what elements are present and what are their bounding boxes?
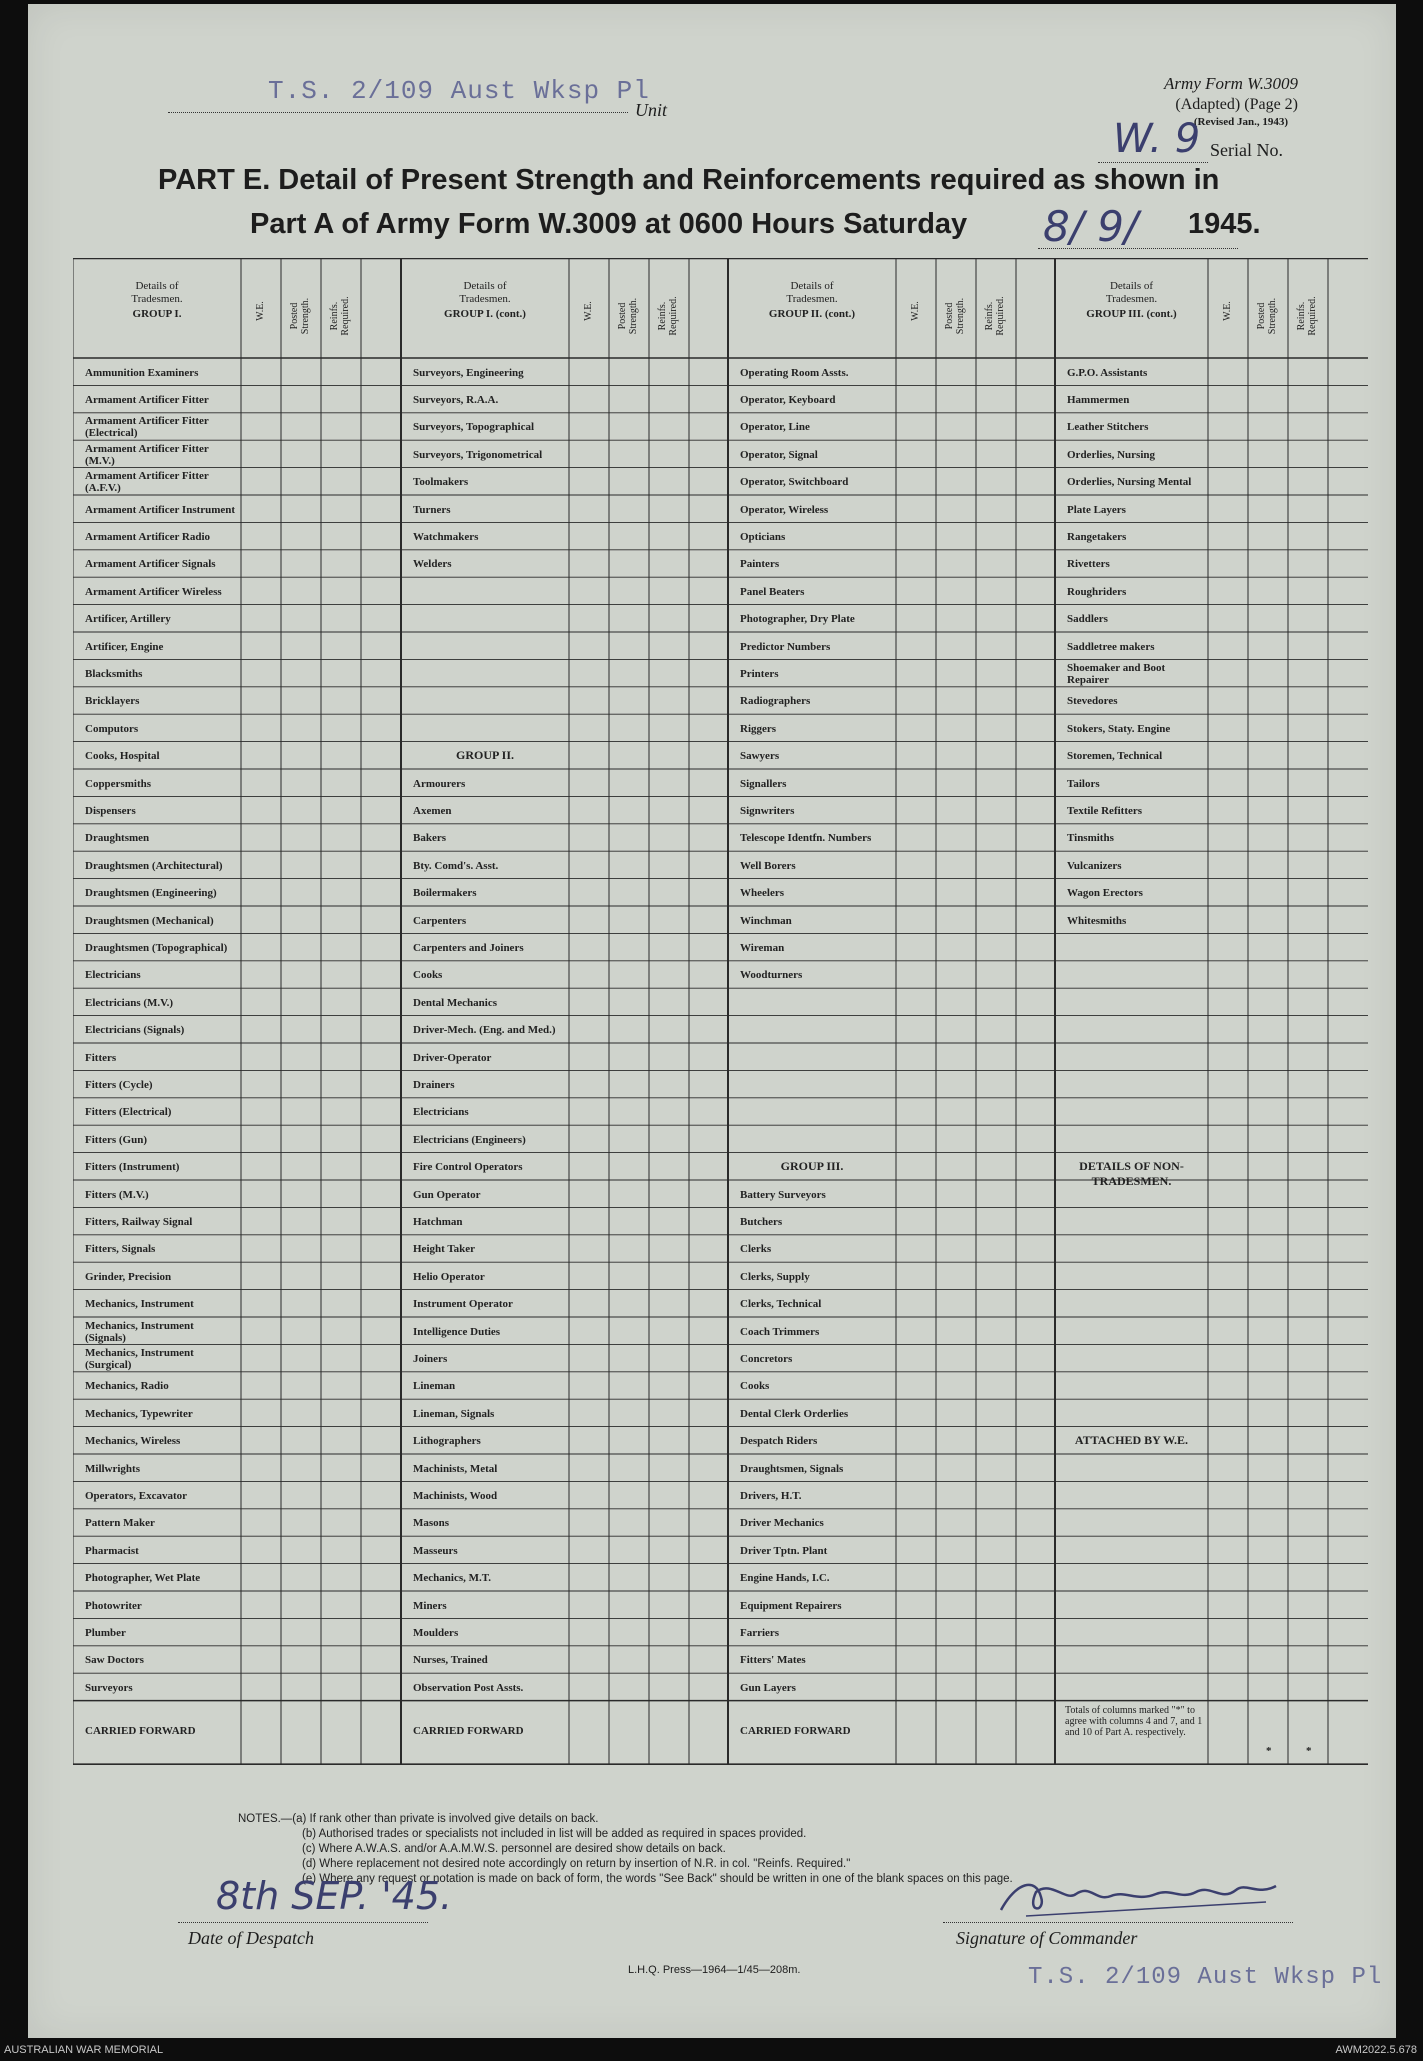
details-label: Details of Tradesmen. [786,280,838,305]
trade-label: Armourers [413,777,466,790]
trade-label: Draughtsmen (Topographical) [85,942,228,955]
details-header [401,280,569,321]
trade-label: Whitesmiths [1067,914,1127,927]
trade-label: Operator, Keyboard [740,394,836,407]
trade-label: Drainers [413,1079,455,1092]
trade-label: Draughtsmen (Mechanical) [85,914,214,927]
group-header: GROUP II. (cont.) [768,308,856,320]
trade-label: Driver Tptn. Plant [740,1544,828,1557]
trade-label: Nurses, Trained [413,1654,488,1667]
trade-label: Fitters, Signals [85,1243,156,1256]
trade-label: Tinsmiths [1067,832,1114,845]
signature-line [943,1922,1293,1923]
trade-label: Armament Artificer Radio [85,531,211,544]
trade-label: Stokers, Staty. Engine [1067,722,1171,735]
trade-label: Armament Artificer Instrument [85,503,236,516]
trade-label: Height Taker [413,1243,476,1256]
trade-label: Operators, Excavator [85,1490,188,1503]
trade-label: Surveyors, Engineering [413,366,524,379]
note-c: (c) Where A.W.A.S. and/or A.A.M.W.S. personnel are desired show details on back. [302,1843,726,1855]
trade-label: Driver-Mech. (Eng. and Med.) [413,1024,556,1037]
trade-label: Observation Post Assts. [413,1681,524,1694]
trade-label: Draughtsmen, Signals [740,1462,844,1475]
trade-label: Welders [413,558,452,571]
archive-credit: AUSTRALIAN WAR MEMORIAL [4,2044,164,2056]
despatch-line [178,1922,428,1923]
trade-label: Turners [413,503,451,516]
trade-label: Armament Artificer Signals [85,558,216,571]
trade-label: Hatchman [413,1216,463,1229]
totals-note: Totals of columns marked "*" to agree with columns 4 and 7, and 1 and 10 of Part A. respectively. [1065,1704,1203,1738]
trade-label: Vulcanizers [1067,859,1122,872]
trade-label: Watchmakers [413,531,479,544]
press-imprint: L.H.Q. Press—1964—1/45—208m. [628,1964,801,1976]
trade-label: Shoemaker and Boot Repairer [1067,662,1166,687]
form-adapted: (Adapted) (Page 2) [1175,96,1298,113]
trade-label: Wireman [740,942,785,955]
trade-label: Surveyors, R.A.A. [413,394,499,407]
trade-label: Driver Mechanics [740,1517,824,1530]
trade-label: Machinists, Metal [413,1462,498,1475]
trade-label: Photographer, Dry Plate [740,613,855,626]
page-title-line2: Part A of Army Form W.3009 at 0600 Hours Saturday [250,208,968,240]
trade-label: Cooks [413,969,443,982]
trade-label: Fitters, Railway Signal [85,1216,193,1229]
trade-label: Stevedores [1067,695,1118,708]
trade-label: Battery Surveyors [740,1188,826,1201]
trade-label: Engine Hands, I.C. [740,1572,830,1585]
trade-label: Helio Operator [413,1270,485,1283]
trade-label: Pharmacist [85,1544,139,1557]
reinfs-required-header: Reinfs. Required. [657,296,679,336]
unit-stamp: T.S. 2/109 Aust Wksp Pl [268,76,650,106]
note-b: (b) Authorised trades or specialists not included in list will be added as required in spaces provided. [302,1828,807,1840]
trade-label: Armament Artificer Wireless [85,585,222,598]
trade-label: Winchman [740,914,792,927]
trade-label: Storemen, Technical [1067,750,1163,763]
asterisk-mark: * [1266,1744,1272,1757]
trade-label: Rangetakers [1067,531,1127,544]
details-label: Details of Tradesmen. [459,280,511,305]
trade-label: Mechanics, Radio [85,1380,169,1393]
trade-label: Surveyors, Topographical [413,421,535,434]
signature-label: Signature of Commander [956,1928,1138,1948]
trade-label: Lineman, Signals [413,1407,495,1420]
trade-label: Concretors [740,1353,793,1366]
trade-label: Wagon Erectors [1067,887,1143,900]
trade-label: Driver-Operator [413,1051,492,1064]
trade-label: Wheelers [740,887,784,900]
trade-label: Bricklayers [85,695,140,708]
date-handwritten: 8/ 9/ [1043,202,1139,251]
trade-label: Fitters (M.V.) [85,1188,149,1201]
asterisk-mark: * [1306,1744,1312,1757]
trade-label: Clerks, Supply [740,1270,810,1283]
trade-label: Fitters (Electrical) [85,1106,172,1119]
archive-id: AWM2022.5.678 [1335,2044,1417,2056]
trade-label: Intelligence Duties [413,1325,501,1338]
trade-label: Printers [740,668,779,681]
trade-label: Pattern Maker [85,1517,155,1530]
trade-label: Gun Layers [740,1681,796,1694]
note-d: (d) Where replacement not desired note accordingly on return by insertion of N.R. in col. "Reinfs. Required." [302,1858,851,1870]
trade-label: Dental Mechanics [413,996,498,1009]
trade-label: Blacksmiths [85,668,143,681]
group-title: DETAILS OF NON-TRADESMEN. [1079,1158,1184,1188]
serial-line [1098,162,1208,163]
group-title: GROUP II. [455,747,514,762]
trade-label: Gun Operator [413,1188,481,1201]
archive-footer [0,2040,1423,2061]
trade-label: Operator, Line [740,421,810,434]
trade-label: Saw Doctors [85,1654,144,1667]
posted-strength-header: Posted Strength. [289,297,311,335]
commander-signature [996,1872,1286,1927]
trade-label: Photowriter [85,1599,142,1612]
trade-label: Panel Beaters [740,585,805,598]
trade-label: Fitters (Cycle) [85,1079,153,1092]
date-year: 1945. [1188,208,1261,240]
trade-label: Clerks, Technical [740,1298,822,1311]
trade-label: Electricians (M.V.) [85,996,174,1009]
trade-label: Operator, Wireless [740,503,829,516]
we-header: W.E. [255,301,266,321]
trade-label: Mechanics, Typewriter [85,1407,193,1420]
we-header: W.E. [583,301,594,321]
details-header [1055,280,1208,321]
trade-label: Mechanics, Instrument [85,1298,194,1311]
note-e: (e) Where any request or notation is made on back of form, the words "See Back" should be written in one of the blank spaces on this page. [302,1873,1013,1885]
trade-label: Drivers, H.T. [740,1490,802,1503]
trade-label: Artificer, Engine [85,640,164,653]
trade-label: Fitters (Instrument) [85,1161,180,1174]
trade-label: Surveyors, Trigonometrical [413,448,543,461]
trade-label: Roughriders [1067,585,1127,598]
reinfs-required-header: Reinfs. Required. [984,296,1006,336]
trade-label: Fitters [85,1051,117,1064]
trade-label: Signallers [740,777,787,790]
details-label: Details of Tradesmen. [131,280,183,305]
trade-label: Armament Artificer Fitter (Electrical) [85,415,209,440]
trade-label: Cooks [740,1380,770,1393]
page-title-line1: PART E. Detail of Present Strength and Reinforcements required as shown in [158,164,1220,196]
group-title: GROUP III. [780,1158,844,1173]
trade-label: Clerks [740,1243,772,1256]
trade-label: Electricians [85,969,141,982]
trade-label: Despatch Riders [740,1435,818,1448]
trade-label: Coach Trimmers [740,1325,820,1338]
trade-label: Bty. Comd's. Asst. [413,859,499,872]
trade-label: Electricians (Signals) [85,1024,185,1037]
trade-label: Woodturners [740,969,803,982]
trade-label: Saddletree makers [1067,640,1155,653]
trade-label: Millwrights [85,1462,140,1475]
unit-line [168,112,628,113]
trade-label: Electricians [413,1106,469,1119]
we-header: W.E. [1222,301,1233,321]
trade-label: Mechanics, Instrument (Signals) [85,1319,194,1344]
note-a: NOTES.—(a) If rank other than private is involved give details on back. [238,1813,599,1825]
trade-label: Axemen [413,805,452,818]
trade-label: Sawyers [740,750,780,763]
date-line [1038,248,1238,249]
carried-forward-label: CARRIED FORWARD [413,1724,524,1737]
trade-label: Mechanics, Instrument (Surgical) [85,1347,194,1372]
trade-label: Orderlies, Nursing Mental [1067,476,1192,489]
form-revised: (Revised Jan., 1943) [1193,116,1288,128]
serial-label: Serial No. [1210,140,1283,160]
trade-label: Grinder, Precision [85,1270,172,1283]
trade-label: Moulders [413,1627,459,1640]
trade-label: Fitters (Gun) [85,1133,148,1146]
trade-label: Leather Stitchers [1067,421,1149,434]
trade-label: Draughtsmen (Engineering) [85,887,217,900]
trade-label: Well Borers [740,859,796,872]
group-header: GROUP III. (cont.) [1086,308,1177,320]
trade-label: Radiographers [740,695,811,708]
trade-label: Toolmakers [413,476,469,489]
trade-label: Tailors [1067,777,1100,790]
trade-label: Armament Artificer Fitter (M.V.) [85,442,209,467]
trade-label: Carpenters and Joiners [413,942,524,955]
posted-strength-header: Posted Strength. [1256,297,1278,335]
form-name: Army Form W.3009 [1164,74,1298,93]
group-title: ATTACHED BY W.E. [1074,1432,1189,1447]
trade-label: Carpenters [413,914,467,927]
trade-label: Armament Artificer Fitter [85,394,209,407]
serial-handwritten: W. 9 [1113,116,1201,162]
trade-label: Surveyors [85,1681,133,1694]
trade-label: Photographer, Wet Plate [85,1572,201,1585]
trade-label: Operating Room Assts. [740,366,849,379]
trade-label: Computors [85,722,139,735]
trade-label: Rivetters [1067,558,1110,571]
trade-label: Riggers [740,722,777,735]
trade-label: Machinists, Wood [413,1490,498,1503]
trade-label: Plate Layers [1067,503,1126,516]
trade-label: Hammermen [1067,394,1130,407]
trade-label: Textile Refitters [1067,805,1143,818]
trade-label: Cooks, Hospital [85,750,160,763]
trade-label: Equipment Repairers [740,1599,842,1612]
posted-strength-header: Posted Strength. [617,297,639,335]
trade-label: Butchers [740,1216,783,1229]
trade-label: Draughtsmen [85,832,150,845]
carried-forward-label: CARRIED FORWARD [740,1724,851,1737]
posted-strength-header: Posted Strength. [944,297,966,335]
trade-label: Lineman [413,1380,456,1393]
details-header [728,280,896,321]
details-header [73,280,241,321]
trade-label: Miners [413,1599,447,1612]
trade-label: Predictor Numbers [740,640,831,653]
details-label: Details of Tradesmen. [1105,280,1158,305]
trade-label: Plumber [85,1627,126,1640]
despatch-label: Date of Despatch [188,1928,314,1948]
trade-label: G.P.O. Assistants [1067,366,1148,379]
bottom-unit-stamp: T.S. 2/109 Aust Wksp Pl [1028,1964,1383,1991]
reinfs-required-header: Reinfs. Required. [329,296,351,336]
trade-label: Farriers [740,1627,780,1640]
trade-label: Dental Clerk Orderlies [740,1407,849,1420]
carried-forward-label: CARRIED FORWARD [85,1724,196,1737]
unit-label: Unit [635,100,668,120]
trade-label: Draughtsmen (Architectural) [85,859,223,872]
trade-label: Mechanics, M.T. [413,1572,492,1585]
trade-label: Joiners [413,1353,448,1366]
trade-label: Armament Artificer Fitter (A.F.V.) [85,470,209,495]
trade-label: Ammunition Examiners [85,366,199,379]
group-header: GROUP I. (cont.) [444,308,526,320]
trade-label: Operator, Switchboard [740,476,849,489]
trade-label: Boilermakers [413,887,477,900]
trade-label: Telescope Identfn. Numbers [740,832,872,845]
reinfs-required-header: Reinfs. Required. [1296,296,1318,336]
trade-label: Orderlies, Nursing [1067,448,1155,461]
trade-label: Coppersmiths [85,777,152,790]
trade-label: Dispensers [85,805,136,818]
trade-label: Saddlers [1067,613,1108,626]
trade-label: Electricians (Engineers) [413,1133,526,1146]
trade-label: Bakers [413,832,446,845]
trade-label: Fitters' Mates [740,1654,806,1667]
despatch-date-handwritten: 8th SEP. '45. [216,1874,453,1918]
strength-table [73,258,1368,1798]
trade-label: Fire Control Operators [413,1161,523,1174]
trade-label: Signwriters [740,805,795,818]
trade-label: Mechanics, Wireless [85,1435,181,1448]
trade-label: Operator, Signal [740,448,818,461]
trade-label: Painters [740,558,780,571]
group-header: GROUP I. [132,308,182,320]
trade-label: Lithographers [413,1435,481,1448]
we-header: W.E. [910,301,921,321]
trade-label: Instrument Operator [413,1298,513,1311]
form-sheet [28,4,1396,2038]
trade-label: Masons [413,1517,450,1530]
trade-label: Artificer, Artillery [85,613,171,626]
trade-label: Masseurs [413,1544,458,1557]
trade-label: Opticians [740,531,786,544]
